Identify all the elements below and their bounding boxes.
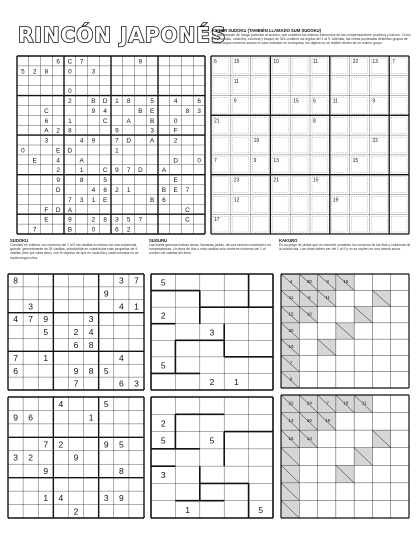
cell-value: 2 [68,97,72,105]
cage-sum: 15 [293,98,299,105]
cell-value: 9 [73,365,79,376]
cell-value: 2 [115,186,119,194]
cage-sum: 8 [313,118,316,125]
cage-outline [272,98,288,114]
cell-value: 7 [28,314,34,325]
clue-sum: 19 [325,418,331,424]
cell-value: 9 [91,137,96,145]
cage-outline [371,117,387,133]
cage-outline [253,177,269,193]
suguru-grid-1 [149,272,275,392]
cell-value: 4 [58,493,64,504]
cell-value: 5 [160,360,166,371]
cell-value: 1 [134,301,139,312]
cell-value: B [67,226,73,234]
cage-sum: 12 [233,197,240,204]
clue-sum: 10 [306,311,312,317]
cell-value: 1 [185,504,190,515]
cell-value: 9 [73,452,79,463]
cell-value: 9 [115,167,119,175]
cell-value: E [173,186,178,194]
cage-outline [391,117,407,133]
cage-sum: 17 [214,217,220,224]
cell-value: 9 [68,216,72,224]
cage-sum: 19 [332,197,339,204]
kakuro-description: Es un juego de pistas que se resuelve sumando los números de las filas y columnas de la cuadrícula. Las cifras deben ser del 1 al 9 y no se repiten en una misma suma. [279,243,411,252]
cage-outline [312,196,328,212]
cage-sum: 6 [214,59,217,65]
cage-outline [233,137,249,153]
cell-value: 6 [13,365,18,376]
cell-value: 8 [68,127,72,135]
cage-outline [391,78,407,94]
cell-value: 1 [91,196,96,204]
cell-value: 9 [43,314,49,325]
cage-sum: 13 [273,157,279,164]
cell-value: B [91,97,96,105]
clue-sum: 26 [306,418,312,424]
cage-sum: 21 [214,118,220,125]
cell-value: 7 [73,378,79,389]
cell-value: 7 [79,58,84,66]
cage-sum: 15 [313,177,319,184]
cell-value: 1 [126,186,131,194]
cage-sum: 7 [392,59,395,65]
cell-value: E [32,157,37,165]
cell-value: 3 [79,196,84,204]
cage-outline [312,157,328,173]
suguru-header: SUGURU [149,238,168,243]
suguru-description: Las líneas gruesas indican áreas, llamadas jaulas, de una sección cuadrada o en rompecabezas. Un área de dos o más casillas solo contiene números del 1 al número de casillas del área. [149,243,272,256]
cage-outline [253,216,269,232]
cell-value: 4 [118,352,124,363]
cell-value: A [149,137,155,145]
cell-value: 7 [134,275,139,286]
cell-value: A [126,117,131,125]
cell-value: 8 [88,339,94,350]
cell-value: 6 [44,117,49,125]
cell-value: 3 [160,470,166,481]
cell-value: 5 [160,277,166,288]
cage-outline [272,78,288,94]
clue-sum: 11 [288,295,294,301]
kakuro-grid-1 [279,272,411,390]
cell-value: 8 [44,68,49,76]
cage-sum: 22 [372,138,378,145]
sudoku-header: SUDOKU [10,238,29,243]
cell-value: E [55,147,61,155]
clue-sum: 30 [306,278,312,284]
clue-sum: 11 [325,295,330,301]
cell-value: D [173,157,178,165]
cage-outline [253,98,269,114]
cage-outline [352,137,368,153]
cell-value: 5 [126,216,131,224]
cage-outline [213,196,229,212]
cell-value: 9 [103,439,109,450]
cell-value: 1 [234,377,239,388]
cell-value: 3 [28,301,34,312]
cage-outline [272,137,288,153]
cell-value: 3 [150,127,154,135]
cell-value: 6 [162,196,166,204]
cell-value: 3 [88,314,94,325]
cell-value: 0 [21,147,25,155]
clue-sum: 15 [343,278,349,284]
cell-value: D [67,147,73,155]
cell-value: 4 [91,186,96,194]
clue-sum: 7 [289,360,293,366]
cell-value: 3 [115,216,119,224]
cage-outline [332,216,348,232]
cell-value: 8 [118,466,124,477]
cage-outline [391,216,407,232]
cell-value: 6 [197,97,201,105]
cell-value: 3 [197,107,201,115]
cage-outline [352,98,368,114]
cage-outline [213,78,229,94]
cage-outline [352,177,368,193]
cell-value: 9 [103,288,109,299]
clue-sum: 6 [308,295,311,301]
cage-outline [253,58,269,74]
cell-value: D [102,97,108,105]
cage-outline [352,78,368,94]
cell-value: 9 [56,177,60,185]
cage-outline [233,216,249,232]
cell-value: 1 [43,352,49,363]
cage-sum: 11 [313,59,319,65]
cell-value: B [149,196,155,204]
cell-value: 3 [13,452,18,463]
page-title: RINCÓN JAPONÉS [18,23,227,47]
cage-outline [332,137,348,153]
cell-value: 0 [197,157,201,165]
cell-value: 4 [56,157,60,165]
cage-outline [332,58,348,74]
cage-outline [312,78,328,94]
cell-value: 3 [91,68,96,76]
cell-value: F [173,127,178,135]
cell-value: 6 [103,186,107,194]
cage-sum: 9 [233,98,237,105]
cell-value: 2 [28,452,34,463]
kakuro-grid-2 [279,393,411,520]
cell-value: C [102,117,108,125]
cell-value: C [67,58,73,66]
clue-sum: 13 [288,418,294,424]
cell-value: 2 [209,377,215,388]
hexadoku-grid [16,55,206,235]
cell-value: 8 [79,177,84,185]
cell-value: 2 [56,167,60,175]
clue-sum: 4 [289,278,293,284]
clue-sum: 15 [288,311,294,317]
cell-value: 4 [103,107,107,115]
cage-sum: 15 [233,59,240,65]
cell-value: 6 [115,226,119,234]
cage-outline [292,177,308,193]
cage-sum: 6 [313,98,316,105]
cell-value: 2 [73,327,79,338]
cell-value: C [185,206,190,214]
clue-sum: 20 [288,327,294,333]
cage-outline [292,58,308,74]
cell-value: 8 [126,97,131,105]
cage-sum: 10 [273,59,279,65]
cage-outline [371,157,387,173]
cell-value: 3 [134,378,139,389]
cell-value: 0 [68,68,72,76]
cage-outline [332,78,348,94]
cell-value: 7 [32,226,37,234]
cage-outline [332,157,348,173]
cell-value: 5 [103,177,107,185]
cage-outline [371,78,387,94]
cage-outline [352,117,368,133]
cage-outline [391,157,407,173]
cage-outline [253,196,269,212]
cell-value: 2 [32,68,37,76]
cage-outline [391,196,407,212]
cell-value: 5 [209,435,215,446]
cell-value: 5 [150,97,154,105]
cell-value: 2 [91,216,96,224]
clue-sum: 19 [288,344,294,350]
cage-outline [292,78,308,94]
cell-value: 9 [91,107,96,115]
cell-value: D [126,137,131,145]
cage-outline [292,216,308,232]
cage-outline [371,177,387,193]
cell-value: 8 [88,365,94,376]
cell-value: 5 [103,365,109,376]
cell-value: 2 [58,439,64,450]
cell-value: 0 [91,226,96,234]
cell-value: 4 [58,398,64,409]
cage-outline [371,196,387,212]
cell-value: 1 [79,167,84,175]
cell-value: 2 [73,506,79,517]
cell-value: 4 [88,327,94,338]
cell-value: C [102,167,108,175]
cell-value: 9 [115,127,119,135]
cage-outline [272,216,288,232]
cell-value: B [149,117,155,125]
page-logo [14,18,227,50]
cage-sum: 21 [273,177,279,184]
cage-sum: 13 [372,59,378,65]
cell-value: A [161,167,167,175]
cell-value: 0 [173,117,178,125]
cell-value: 0 [68,88,72,96]
cell-value: 2 [126,226,131,234]
cage-sum: 9 [372,98,376,105]
cell-value: D [138,167,143,175]
cell-value: 5 [160,435,166,446]
cell-value: 7 [43,439,49,450]
cage-outline [233,157,249,173]
cage-outline [272,117,288,133]
cell-value: A [67,206,73,214]
cage-outline [292,157,308,173]
cage-sum: 7 [214,157,217,164]
cage-outline [332,177,348,193]
cage-outline [272,196,288,212]
cage-outline [352,196,368,212]
sudoku-grid-2 [6,395,146,520]
cage-outline [371,216,387,232]
cell-value: 4 [13,314,18,325]
cell-value: 3 [209,327,215,338]
cell-value: A [79,157,84,165]
cell-value: 7 [115,137,119,145]
cell-value: B [161,186,167,194]
cell-value: 7 [138,216,143,224]
cell-value: 3 [103,493,109,504]
kakuro-header: KAKURO [279,238,298,243]
cell-value: 3 [44,137,49,145]
cage-outline [213,98,229,114]
cage-sum: 23 [233,177,240,184]
cell-value: 4 [118,301,124,312]
cell-value: 4 [173,97,178,105]
cell-value: 3 [118,275,124,286]
cell-value: 8 [185,107,190,115]
cage-outline [292,137,308,153]
cell-value: E [102,196,108,204]
cell-value: 5 [258,504,264,515]
killer-sudoku-description: Es una especie de hongo parecido al sudoku, que combina los mismos elementos de las compensaciones (sudoku) y kakuro. Como en el sudoku, cada fila, columna y bloque de 3x3 contiene los dígitos del 1 al 9. Además, las líneas punteadas delimitan grupos de celdas cuyos números suman el valor indicado en la esquina; los dígitos no se repiten dentro de un mismo grupo. [212,33,411,46]
clue-sum: 24 [306,400,312,406]
cell-value: 5 [103,398,109,409]
cell-value: 4 [79,137,84,145]
cell-value: 1 [115,97,119,105]
sudoku-description: Consiste en rellenar con números del 1 al 9 las casillas en blanco de una cuadrícula grande, generalmente de 81 casillas, subdividida en cuadrículas más pequeñas de 9 casillas (tres por cada lado), con el objetivo de que en cada fila y cada columna no se repita ningún cifra. [10,243,139,260]
cage-outline [253,117,269,133]
cage-sum: 15 [352,157,359,164]
cell-value: 6 [73,339,79,350]
cell-value: 6 [56,58,60,66]
cell-value: 9 [138,58,143,66]
cage-outline [292,196,308,212]
clue-sum: 11 [361,400,367,406]
cell-value: 6 [118,378,124,389]
cell-value: 9 [118,493,124,504]
cage-outline [391,177,407,193]
cage-outline [253,78,269,94]
cell-value: E [44,216,49,224]
cell-value: E [173,177,178,185]
cell-value: 1 [88,412,94,423]
clue-sum: 16 [288,435,294,441]
clue-sum: 21 [288,400,294,406]
cell-value: 5 [21,68,25,76]
cage-sum: 22 [352,59,359,65]
cell-value: C [44,107,49,115]
killer-sudoku-grid [210,55,410,235]
clue-sum: 8 [326,278,329,284]
cell-value: B [138,107,143,115]
cell-value: 2 [56,127,60,135]
clue-sum: 7 [326,400,329,406]
cell-value: 6 [28,412,34,423]
cell-value: 2 [160,310,166,321]
cell-value: 7 [68,196,72,204]
killer-sudoku-header: KILLER SUDOKU (TAMBIÉN LLAMADO SUM SUDOKU) [212,28,322,33]
cage-outline [391,98,407,114]
cell-value: 1 [115,147,119,155]
cell-value: 2 [173,137,178,145]
cage-sum: 19 [253,138,260,145]
clue-sum: 9 [289,376,293,382]
cage-outline [312,216,328,232]
cell-value: C [185,216,190,224]
cell-value: 1 [68,117,72,125]
cell-value: E [149,107,155,115]
cage-sum: 11 [332,98,339,105]
cage-outline [292,117,308,133]
cell-value: D [55,206,61,214]
cage-sum: 11 [233,78,240,85]
cage-outline [391,137,407,153]
cage-outline [213,177,229,193]
cell-value: 7 [185,186,190,194]
sudoku-grid-1 [6,272,146,392]
cage-sum: 9 [253,157,257,164]
cell-value: 5 [43,327,49,338]
cell-value: 7 [13,352,18,363]
cage-outline [352,216,368,232]
cell-value: D [55,186,61,194]
cell-value: 1 [43,493,49,504]
cell-value: 5 [118,439,124,450]
cell-value: 8 [13,275,18,286]
clue-sum: 18 [343,400,349,406]
cell-value: 2 [160,418,166,429]
cage-outline [312,137,328,153]
suguru-grid-2 [149,395,275,520]
cage-outline [233,117,249,133]
cell-value: 8 [103,216,107,224]
clue-sum: 14 [306,435,312,441]
cell-value: 7 [126,167,131,175]
cell-value: F [44,206,49,214]
cell-value: 9 [13,412,18,423]
cell-value: 9 [43,466,49,477]
cell-value: A [44,127,49,135]
cage-outline [332,117,348,133]
cage-outline [213,137,229,153]
